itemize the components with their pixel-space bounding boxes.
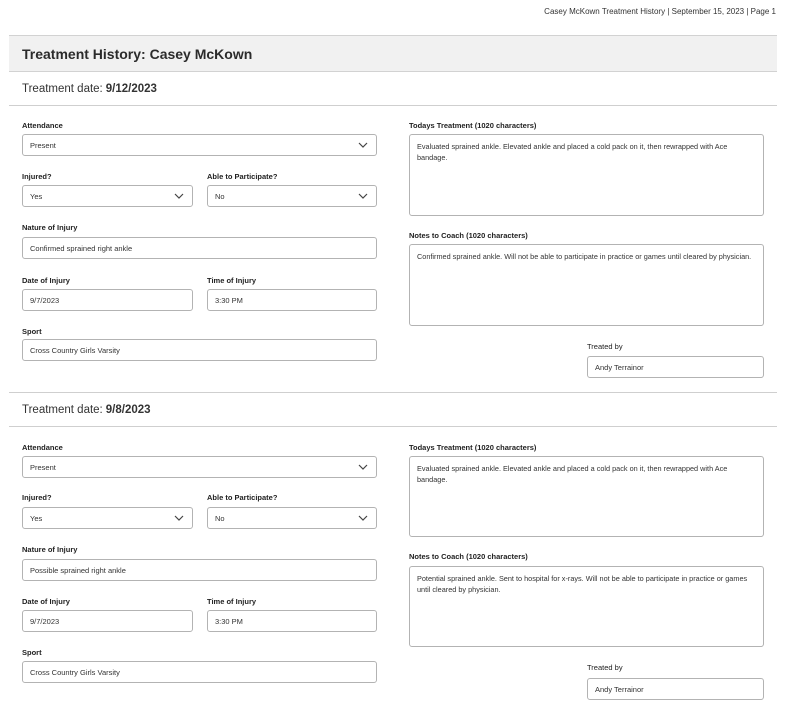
- sport-input[interactable]: Cross Country Girls Varsity: [22, 339, 377, 361]
- notes-coach-label: Notes to Coach (1020 characters): [409, 231, 528, 240]
- treatment-date-label: Treatment date:: [22, 82, 103, 95]
- injured-value: Yes: [30, 191, 43, 201]
- notes-coach-label: Notes to Coach (1020 characters): [409, 552, 528, 561]
- nature-of-injury-input[interactable]: Confirmed sprained right ankle: [22, 237, 377, 259]
- time-of-injury-input[interactable]: 3:30 PM: [207, 610, 377, 632]
- date-injury-label: Date of Injury: [22, 276, 70, 285]
- chevron-down-icon: [174, 191, 184, 201]
- treatment-date-heading: [9, 72, 777, 106]
- able-to-participate-select[interactable]: [207, 185, 377, 207]
- attendance-label: Attendance: [22, 443, 63, 452]
- injured-label: Injured?: [22, 493, 52, 502]
- injured-value: Yes: [30, 513, 43, 523]
- date-injury-label: Date of Injury: [22, 597, 70, 606]
- page-title: Treatment History: Casey McKown: [22, 45, 253, 62]
- nature-of-injury-input[interactable]: Possible sprained right ankle: [22, 559, 377, 581]
- todays-treatment-label: Todays Treatment (1020 characters): [409, 121, 537, 130]
- able-value: No: [215, 513, 225, 523]
- chevron-down-icon: [358, 462, 368, 472]
- able-to-participate-select[interactable]: [207, 507, 377, 529]
- todays-treatment-label: Todays Treatment (1020 characters): [409, 443, 537, 452]
- treated-by-input[interactable]: Andy Terrainor: [587, 356, 764, 378]
- sport-label: Sport: [22, 327, 42, 336]
- todays-treatment-textarea[interactable]: Evaluated sprained ankle. Elevated ankle and placed a cold pack on it, then rewrapped with Ace bandage.: [409, 456, 764, 537]
- sport-input[interactable]: Cross Country Girls Varsity: [22, 661, 377, 683]
- treatment-record-1: [9, 72, 777, 106]
- date-of-injury-input[interactable]: 9/7/2023: [22, 289, 193, 311]
- chevron-down-icon: [174, 513, 184, 523]
- time-injury-label: Time of Injury: [207, 597, 257, 606]
- able-value: No: [215, 191, 225, 201]
- time-of-injury-input[interactable]: 3:30 PM: [207, 289, 377, 311]
- attendance-select[interactable]: [22, 134, 377, 156]
- chevron-down-icon: [358, 513, 368, 523]
- injured-select[interactable]: [22, 185, 193, 207]
- nature-label: Nature of Injury: [22, 223, 78, 232]
- treated-by-input[interactable]: Andy Terrainor: [587, 678, 764, 700]
- attendance-select[interactable]: [22, 456, 377, 478]
- injured-select[interactable]: [22, 507, 193, 529]
- attendance-label: Attendance: [22, 121, 63, 130]
- todays-treatment-textarea[interactable]: Evaluated sprained ankle. Elevated ankle and placed a cold pack on it, then rewrapped with Ace bandage.: [409, 134, 764, 216]
- treatment-date-heading: [9, 393, 777, 427]
- title-bar: [9, 35, 777, 72]
- chevron-down-icon: [358, 140, 368, 150]
- treatment-date-value: 9/12/2023: [105, 82, 157, 95]
- able-label: Able to Participate?: [207, 493, 278, 502]
- treatment-date-value: 9/8/2023: [105, 403, 151, 416]
- injured-label: Injured?: [22, 172, 52, 181]
- nature-label: Nature of Injury: [22, 545, 78, 554]
- attendance-value: Present: [30, 462, 56, 472]
- treated-by-label: Treated by: [587, 342, 623, 351]
- treatment-date-label: Treatment date:: [22, 403, 103, 416]
- time-injury-label: Time of Injury: [207, 276, 257, 285]
- sport-label: Sport: [22, 648, 42, 657]
- treatment-record-2: [9, 393, 777, 427]
- attendance-value: Present: [30, 140, 56, 150]
- chevron-down-icon: [358, 191, 368, 201]
- treated-by-label: Treated by: [587, 663, 623, 672]
- able-label: Able to Participate?: [207, 172, 278, 181]
- notes-to-coach-textarea[interactable]: Confirmed sprained ankle. Will not be able to participate in practice or games until cleared by physician.: [409, 244, 764, 326]
- notes-to-coach-textarea[interactable]: Potential sprained ankle. Sent to hospital for x-rays. Will not be able to participate in practice or games until cleared by physician.: [409, 566, 764, 647]
- date-of-injury-input[interactable]: 9/7/2023: [22, 610, 193, 632]
- page-header-meta: Casey McKown Treatment History | September 15, 2023 | Page 1: [544, 7, 776, 16]
